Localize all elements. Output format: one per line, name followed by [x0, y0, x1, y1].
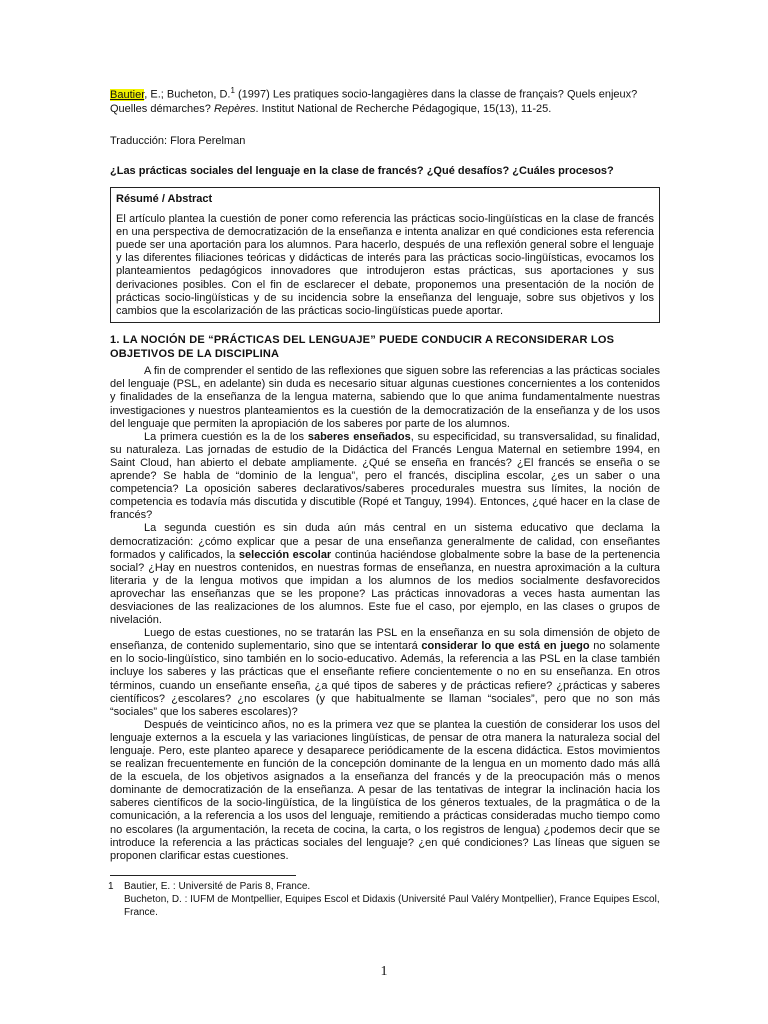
- article-title: ¿Las prácticas sociales del lenguaje en la clase de francés? ¿Qué desafíos? ¿Cuáles procesos?: [110, 164, 614, 177]
- footnote: [110, 880, 660, 919]
- text-run: continúa haciéndose globalmente sobre la base de la pertenencia social? ¿Hay en nuestros contenidos, en nuestras formas de enseñanza, en nuestra aproximación a la cultura literaria y de la lengua motivos que impidan a los alumnos de los medios socialmente desfavorecidos aprovechar las enseñanzas que se les propone? Las prácticas innovadoras a veces hasta aumentan las desviaciones de las realizaciones de los alumnos. Este fue el caso, por ejemplo, en las clases o grupos de nivelación.: [110, 548, 660, 627]
- bold-term: selección escolar: [238, 548, 332, 561]
- bibliographic-reference: [110, 84, 660, 116]
- author-link[interactable]: Bautier: [110, 88, 145, 101]
- text-run: no solamente en lo socio-lingüístico, sino también en lo socio-educativo. Además, la referencia a las PSL en la clase también incluye los saberes y las prácticas que el enseñante refiere concientemente o no en su enseñanza. En otros términos, cuando un enseñante enseña, ¿a qué tipos de saberes y de prácticas refiere? ¿prácticas y saberes científicos? ¿escolares? ¿no escolares (y que habitualmente se llaman “sociales”, pero que no son más “sociales” que los saberes escolares)?: [110, 640, 660, 718]
- journal-name: Repères: [213, 102, 256, 115]
- text-run: , su especificidad, su transversalidad, su finalidad, su naturaleza. Las jornadas de estudio de la Didáctica del Francés Lengua Maternal en setiembre 1994, en Saint Cloud, han abierto el debate ampliamente. ¿Qué se enseña en francés? ¿El francés se enseña o se aprende? Se habla de “dominio de la lengua”, pero el francés, disciplina escolar, ¿es un saber o una competencia? La oposición saberes declarativos/saberes procedurales muestra sus límites, la noción de competencia es todavía más discutida y discutible (Ropé et Tanguy, 1994). Entonces, ¿qué hacer en la clase de francés?: [110, 430, 660, 522]
- translation-credit: Traducción: Flora Perelman: [110, 134, 246, 147]
- bold-term: considerar lo que está en juego: [421, 640, 590, 653]
- footnote-line: Bautier, E. : Université de Paris 8, France.: [124, 880, 311, 892]
- text-run: Luego de estas cuestiones, no se tratarán las PSL en la enseñanza en su sola dimensión de objeto de enseñanza, de contenido suplementario, sino que se intentará: [110, 627, 660, 653]
- paragraph-4: [110, 627, 660, 719]
- paragraph-3: [110, 522, 660, 627]
- footnote-divider: [110, 875, 296, 876]
- text-run: La primera cuestión es la de los: [144, 430, 308, 443]
- footnote-marker: 1: [230, 86, 235, 95]
- footnote-number: 1: [108, 880, 114, 892]
- abstract-text: El artículo plantea la cuestión de poner como referencia las prácticas socio-lingüísticas en la clase de francés en una perspectiva de democratización de la enseñanza e intenta analizar en qué condiciones esta referencia puede ser una aportación para los alumnos. Para hacerlo, después de una reflexión general sobre el lenguaje y las diferentes filiaciones teóricas y didácticas de interés para las prácticas socio-lingüísticas, evocamos los planteamientos pedagógicos innovadores que introdujeron estas prácticas, sus aportaciones y sus derivaciones posibles. Con el fin de esclarecer el debate, proponemos una presentación de la noción de prácticas socio-lingüísticas y de su incidencia sobre la enseñanza del lenguaje, sobre sus objetivos y los cambios que la escolarización de las prácticas socio-lingüísticas puede aportar.: [116, 212, 654, 318]
- abstract-heading: Résumé / Abstract: [116, 192, 213, 205]
- page-number: 1: [380, 964, 388, 979]
- section-heading: 1. LA NOCIÓN DE “PRÁCTICAS DEL LENGUAJE” PUEDE CONDUCIR A RECONSIDERAR LOS OBJETIVOS DE LA DISCIPLINA: [110, 334, 615, 361]
- footnote-line: Bucheton, D. : IUFM de Montpellier, Equipes Escol et Didaxis (Université Paul Valéry Montpellier), France Equipes Escol, France.: [124, 893, 660, 918]
- abstract-box: [110, 187, 660, 324]
- reference-part: . Institut National de Recherche Pédagogique, 15(13), 11-25.: [255, 102, 552, 115]
- reference-part: (1997) Les pratiques socio-langagières dans la classe de français? Quels enjeux? Quelles démarches?: [110, 88, 638, 115]
- document-page: [110, 84, 660, 919]
- text-run: La segunda cuestión es sin duda aún más central en un sistema educativo que declama la democratización: ¿cómo explicar que a pesar de una enseñanza generalmente de calidad, con enseñantes formados y calificados, la: [110, 522, 660, 561]
- paragraph-2: [110, 431, 660, 523]
- bold-term: saberes enseñados: [307, 430, 411, 443]
- paragraph-1: A fin de comprender el sentido de las reflexiones que siguen sobre las referencias a las prácticas sociales del lenguaje (PSL, en adelante) sin duda es necesario situar algunas cuestiones concernientes a los contenidos y finalidades de la enseñanza de la lengua materna, sabiendo que lo que anima fundamentalmente nuestras investigaciones y nuestros planteamientos es la cuestión de la democratización de la enseñanza y de los usos del lenguaje que permiten la apropiación de los saberes por parte de los alumnos.: [110, 365, 660, 430]
- reference-part: , E.; Bucheton, D.: [144, 88, 231, 101]
- paragraph-5: Después de veinticinco años, no es la primera vez que se plantea la cuestión de considerar los usos del lenguaje externos a la escuela y las variaciones lingüísticas, de pensar de otra manera la naturaleza social del lenguaje. Pero, este planteo aparece y desaparece periódicamente de la escena didáctica. Estos movimientos se realizan frecuentemente en función de la concepción dominante de la lengua en un momento dado más allá de la escuela, de los objetivos asignados a la enseñanza del francés y de la preocupación más o menos dominante de democratización de la enseñanza. A pesar de las tentativas de integrar la inclinación hacia los saberes científicos de la socio-lingüística, de la lingüística de los géneros textuales, de la pragmática o de la comunicación, a la referencia a los usos del lenguaje, remitiendo a prácticas consideradas mucho tiempo como no escolares (la argumentación, la receta de cocina, la carta, o los registros de lengua) ¿podemos decir que se introduce la referencia a las prácticas sociales del lenguaje? ¿en qué condiciones? Las líneas que siguen se proponen clarificar estas cuestiones.: [110, 718, 660, 862]
